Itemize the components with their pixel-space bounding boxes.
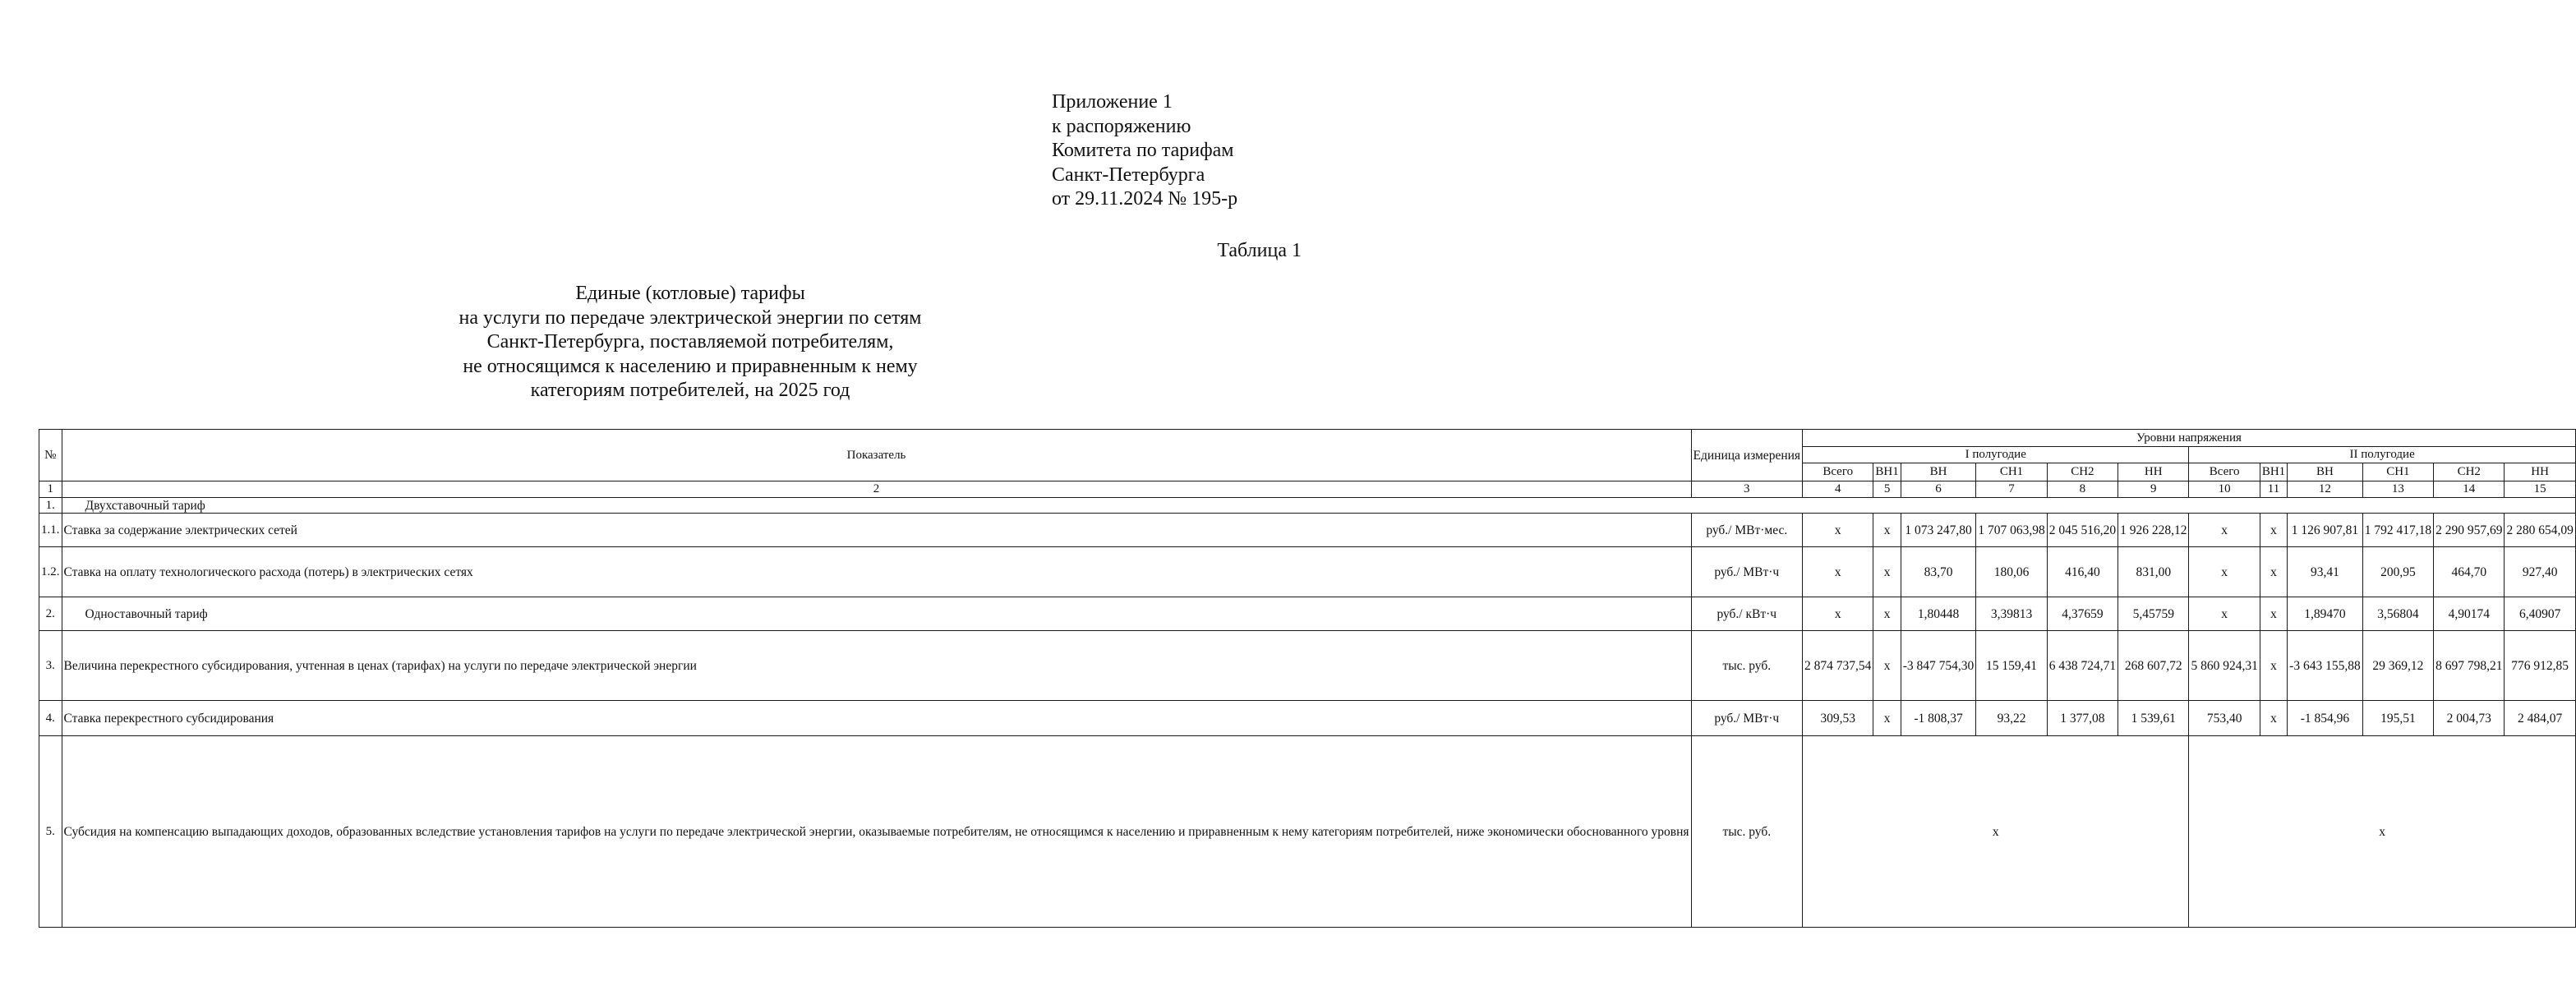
cell-value-half-2: x [2189,736,2575,928]
cell-value: x [2189,547,2260,597]
cell-value: 2 045 516,20 [2047,514,2117,547]
column-number: 9 [2118,481,2189,498]
cell-value: 93,22 [1976,701,2047,736]
header-half-1: I полугодие [1803,447,2189,463]
cell-value: 200,95 [2362,547,2433,597]
column-number: 4 [1803,481,1873,498]
title-line: категориям потребителей, на 2025 год [530,380,850,401]
table-label: Таблица 1 [1217,240,1302,261]
header-col: СН1 [1976,463,2047,481]
cell-value: 6 438 724,71 [2047,631,2117,701]
cell-value: 1,80448 [1901,597,1976,631]
cell-value: 5 860 924,31 [2189,631,2260,701]
title-line: Единые (котловые) тарифы [575,283,805,304]
table-row [39,547,2576,597]
cell-value: -1 808,37 [1901,701,1976,736]
header-col: ВН1 [1873,463,1901,481]
header-col: НН [2505,463,2575,481]
cell-value: 1,89470 [2288,597,2363,631]
cell-value: 4,37659 [2047,597,2117,631]
column-number: 12 [2288,481,2363,498]
column-number: 1 [39,481,62,498]
header-unit: Единица измерения [1691,430,1803,481]
row-unit: руб./ МВт·ч [1691,701,1803,736]
row-indicator: Ставка перекрестного субсидирования [62,701,1691,736]
header-col: СН2 [2047,463,2117,481]
header-row-levels [39,430,2576,447]
cell-value: 2 484,07 [2505,701,2575,736]
cell-value: 2 290 957,69 [2434,514,2505,547]
row-number: 3. [39,631,62,701]
table-row [39,498,2576,514]
cell-value: x [1873,597,1901,631]
cell-value: x [1873,631,1901,701]
appendix-line: Приложение 1 [1052,91,1173,113]
cell-value: 1 073 247,80 [1901,514,1976,547]
cell-value: -1 854,96 [2288,701,2363,736]
cell-value: 29 369,12 [2362,631,2433,701]
cell-value: x [1873,514,1901,547]
cell-value: 268 607,72 [2118,631,2189,701]
row-indicator: Двухставочный тариф [62,498,2575,514]
cell-value: 927,40 [2505,547,2575,597]
cell-value: 1 126 907,81 [2288,514,2363,547]
row-unit: руб./ МВт·мес. [1691,514,1803,547]
row-unit: тыс. руб. [1691,631,1803,701]
column-number: 8 [2047,481,2117,498]
row-unit: руб./ МВт·ч [1691,547,1803,597]
cell-value: 4,90174 [2434,597,2505,631]
cell-value: 776 912,85 [2505,631,2575,701]
column-number: 3 [1691,481,1803,498]
cell-value: 1 792 417,18 [2362,514,2433,547]
row-number: 1.1. [39,514,62,547]
cell-value-half-1: x [1803,736,2189,928]
cell-value: x [2260,514,2287,547]
cell-value: x [1873,547,1901,597]
cell-value: x [2260,701,2287,736]
row-indicator: Величина перекрестного субсидирования, учтенная в ценах (тарифах) на услуги по передаче электрической энергии [62,631,1691,701]
column-number: 7 [1976,481,2047,498]
header-row-numbers [39,481,2576,498]
row-number: 1. [39,498,62,514]
header-half-2: II полугодие [2189,447,2575,463]
cell-value: -3 643 155,88 [2288,631,2363,701]
cell-value: 2 280 654,09 [2505,514,2575,547]
cell-value: x [2260,547,2287,597]
title-line: на услуги по передаче электрической энергии по сетям [459,306,922,329]
header-no: № [39,430,62,481]
cell-value: 83,70 [1901,547,1976,597]
cell-value: x [1803,597,1873,631]
cell-value: -3 847 754,30 [1901,631,1976,701]
header-col: ВН [1901,463,1976,481]
header-col: СН2 [2434,463,2505,481]
header-col: ВН [2288,463,2363,481]
row-indicator: Ставка на оплату технологического расхода (потерь) в электрических сетях [62,547,1691,597]
tariff-table [39,429,2576,928]
appendix-line: к распоряжению [1052,115,1191,137]
cell-value: x [2260,597,2287,631]
cell-value: 753,40 [2189,701,2260,736]
cell-value: 2 874 737,54 [1803,631,1873,701]
column-number: 14 [2434,481,2505,498]
cell-value: 15 159,41 [1976,631,2047,701]
cell-value: 2 004,73 [2434,701,2505,736]
table-row [39,514,2576,547]
header-indicator: Показатель [62,430,1691,481]
cell-value: 1 539,61 [2118,701,2189,736]
row-indicator: Ставка за содержание электрических сетей [62,514,1691,547]
column-number: 13 [2362,481,2433,498]
cell-value: 1 377,08 [2047,701,2117,736]
row-indicator: Одноставочный тариф [62,597,1691,631]
header-col: НН [2118,463,2189,481]
column-number: 15 [2505,481,2575,498]
cell-value: 1 926 228,12 [2118,514,2189,547]
table-row [39,736,2576,928]
row-number: 5. [39,736,62,928]
header-col: СН1 [2362,463,2433,481]
cell-value: 3,56804 [2362,597,2433,631]
column-number: 11 [2260,481,2287,498]
cell-value: x [1803,547,1873,597]
header-col: ВН1 [2260,463,2287,481]
cell-value: 831,00 [2118,547,2189,597]
row-number: 4. [39,701,62,736]
appendix-line: Санкт-Петербурга [1052,164,1205,186]
cell-value: 416,40 [2047,547,2117,597]
cell-value: 93,41 [2288,547,2363,597]
row-number: 2. [39,597,62,631]
row-unit: тыс. руб. [1691,736,1803,928]
cell-value: 3,39813 [1976,597,2047,631]
cell-value: 195,51 [2362,701,2433,736]
column-number: 5 [1873,481,1901,498]
column-number: 2 [62,481,1691,498]
cell-value: 309,53 [1803,701,1873,736]
cell-value: x [1803,514,1873,547]
table-row [39,631,2576,701]
cell-value: 1 707 063,98 [1976,514,2047,547]
appendix-reference [1052,90,1237,212]
table-row [39,701,2576,736]
cell-value: x [1873,701,1901,736]
column-number: 10 [2189,481,2260,498]
appendix-line: Комитета по тарифам [1052,140,1234,161]
row-number: 1.2. [39,547,62,597]
title-line: Санкт-Петербурга, поставляемой потребителям, [486,331,894,352]
cell-value: x [2189,597,2260,631]
document-title [247,282,1134,403]
row-unit: руб./ кВт·ч [1691,597,1803,631]
header-col: Всего [1803,463,1873,481]
table-row [39,597,2576,631]
row-indicator: Субсидия на компенсацию выпадающих доходов, образованных вследствие установления тарифов на услуги по передаче электрической энергии, оказываемые потребителям, не относящимся к населению и приравненным к нему категориям потребителей, ниже экономически обоснованного уровня [62,736,1691,928]
cell-value: 8 697 798,21 [2434,631,2505,701]
header-col: Всего [2189,463,2260,481]
cell-value: 6,40907 [2505,597,2575,631]
header-voltage-levels: Уровни напряжения [1803,430,2576,447]
cell-value: x [2189,514,2260,547]
cell-value: 5,45759 [2118,597,2189,631]
cell-value: x [2260,631,2287,701]
cell-value: 180,06 [1976,547,2047,597]
title-line: не относящимся к населению и приравненным к нему [463,355,918,377]
cell-value: 464,70 [2434,547,2505,597]
column-number: 6 [1901,481,1976,498]
appendix-line: от 29.11.2024 № 195-р [1052,188,1238,210]
